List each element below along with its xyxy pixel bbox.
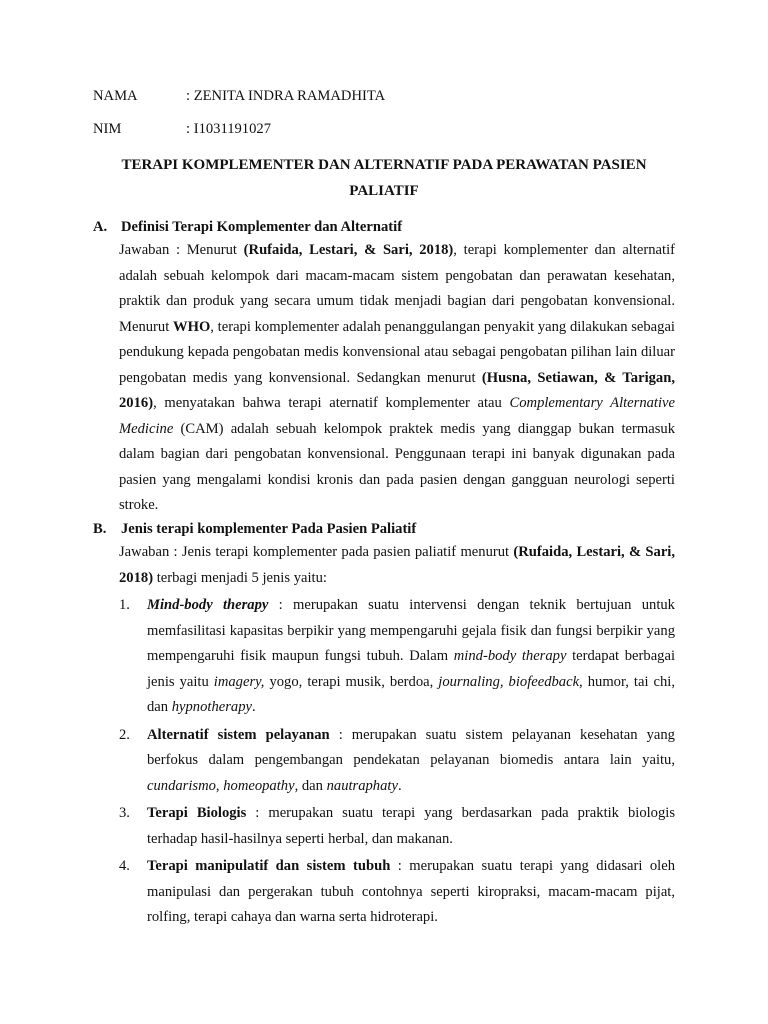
section-a-heading	[93, 216, 675, 238]
nim-row	[93, 119, 693, 139]
list-item: 2. Alternatif sistem pelayanan : merupakan suatu sistem pelayanan kesehatan yang berfokus dalam pengembangan pendekatan pelayanan biomedis antara lain yaitu, cundarismo, homeopathy, dan nautraphaty.	[119, 723, 675, 800]
section-b-title: Jenis terapi komplementer Pada Pasien Paliatif	[121, 521, 417, 537]
section-b-heading	[93, 518, 675, 540]
list-item-head: Alternatif sistem pelayanan	[147, 726, 330, 743]
citation-husna: (Husna, Setiawan, & Tarigan, 2016)	[119, 369, 675, 411]
section-b	[93, 518, 675, 931]
section-a-title: Definisi Terapi Komplementer dan Alternatif	[121, 219, 403, 235]
list-item: 4. Terapi manipulatif dan sistem tubuh : merupakan suatu terapi yang didasari oleh manipulasi dan pergerakan tubuh contohnya seperti kiropraksi, macam-macam pijat, rolfing, terapi cahaya dan warna serta hidroterapi.	[119, 854, 675, 931]
list-item-number: 1.	[119, 597, 130, 613]
cam-term: Complementary Alternative Medicine	[119, 395, 675, 437]
list-item-head: Mind-body therapy	[147, 597, 269, 613]
list-item-number: 3.	[119, 805, 130, 821]
list-item: 3. Terapi Biologis : merupakan suatu terapi yang berdasarkan pada praktik biologis terhadap hasil-hasilnya seperti herbal, dan makanan.	[119, 801, 675, 852]
citation-rufaida: (Rufaida, Lestari, & Sari, 2018)	[243, 242, 454, 258]
nim-value: : I1031191027	[186, 121, 271, 137]
list-item-number: 4.	[119, 858, 130, 874]
section-b-intro: Jawaban : Jenis terapi komplementer pada pasien paliatif menurut (Rufaida, Lestari, & Sari, 2018) terbagi menjadi 5 jenis yaitu:	[119, 544, 675, 586]
list-item-head: Terapi manipulatif dan sistem tubuh	[147, 858, 391, 874]
citation-rufaida-b: (Rufaida, Lestari, & Sari, 2018)	[119, 544, 675, 586]
document-title: TERAPI KOMPLEMENTER DAN ALTERNATIF PADA PERAWATAN PASIEN PALIATIF	[121, 157, 647, 199]
list-item-number: 2.	[119, 726, 130, 743]
section-a-letter: A.	[93, 219, 108, 235]
section-a-paragraph: Jawaban : Menurut (Rufaida, Lestari, & Sari, 2018), terapi komplementer dan alternatif adalah sebuah kelompok dari macam-macam sistem pengobatan dan perawatan kesehatan, praktik dan produk yang secara umum tidak menjadi bagian dari pengobatan konvensional. Menurut WHO, terapi komplementer adalah penanggulangan penyakit yang dilakukan sebagai pendukung kepada pengobatan medis konvensional atau sebagai pengobatan pilihan lain diluar pengobatan medis yang konvensional. Sedangkan menurut (Husna, Setiawan, & Tarigan, 2016), menyatakan bahwa terapi aternatif komplementer atau Complementary Alternative Medicine (CAM) adalah sebuah kelompok praktek medis yang dianggap bukan termasuk dalam bagian dari pengobatan konvensional. Penggunaan terapi ini banyak digunakan pada pasien yang mengalami kondisi kronis dan pada pasien dengan gangguan neurologi seperti stroke.	[119, 242, 675, 513]
list-item: 1. Mind-body therapy : merupakan suatu intervensi dengan teknik bertujuan untuk memfasilitasi kapasitas berpikir yang mempengaruhi gejala fisik dan fungsi berpikir yang mempengaruhi fisik maupun fungsi tubuh. Dalam mind-body therapy terdapat berbagai jenis yaitu imagery, yogo, terapi musik, berdoa, journaling, biofeedback, humor, tai chi, dan hypnotherapy.	[119, 593, 675, 721]
who-mention: WHO	[173, 318, 211, 335]
list-item-head: Terapi Biologis	[147, 805, 247, 821]
section-a	[93, 216, 675, 519]
name-value: : ZENITA INDRA RAMADHITA	[186, 88, 386, 104]
name-row	[93, 86, 693, 106]
therapy-list	[119, 593, 675, 931]
nim-label: NIM	[93, 121, 122, 137]
section-b-letter: B.	[93, 521, 107, 537]
name-label: NAMA	[93, 88, 138, 104]
